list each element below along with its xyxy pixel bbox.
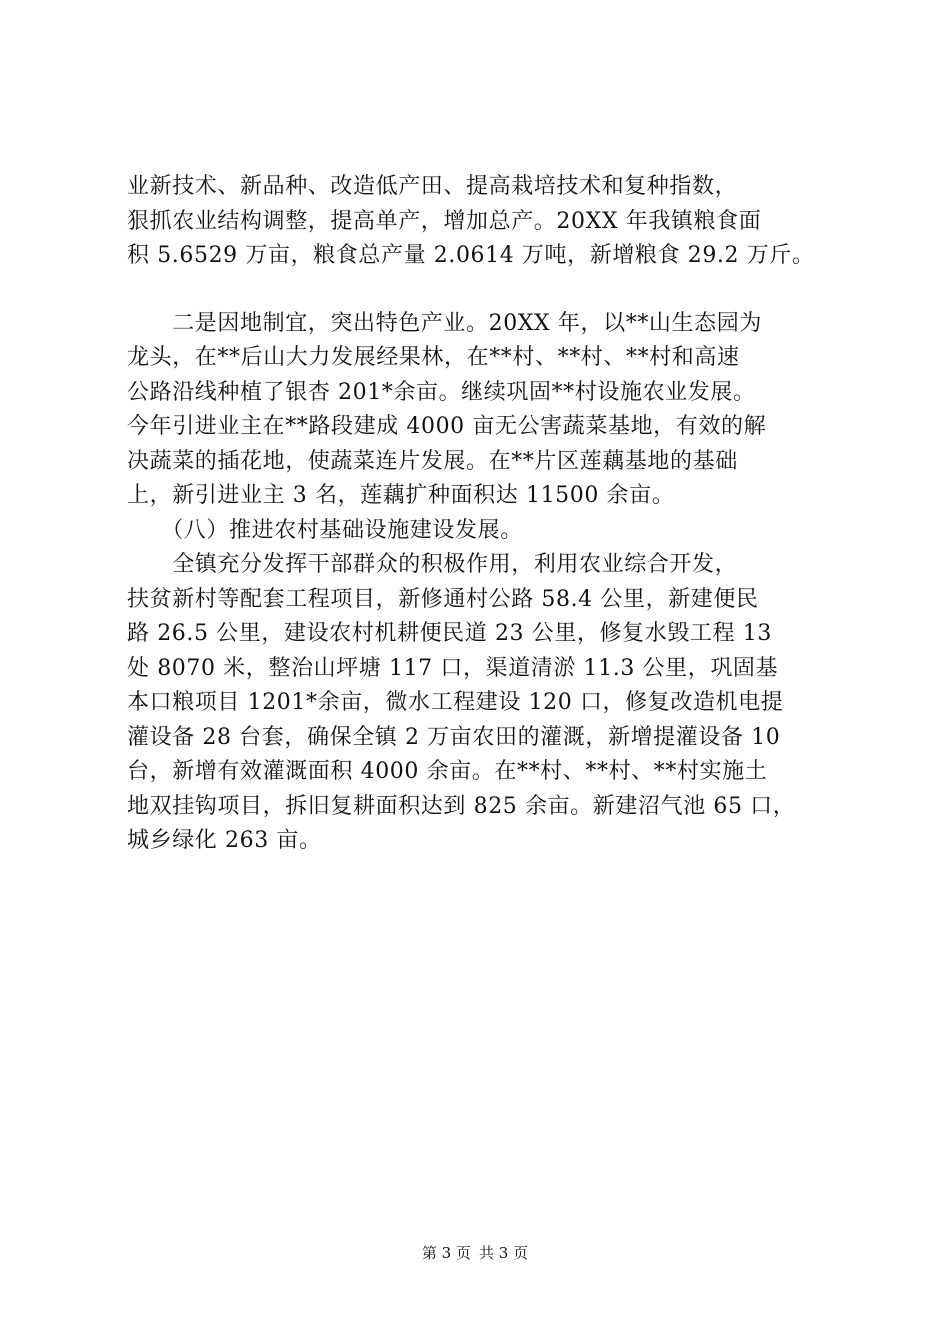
text-line: 决蔬菜的插花地，使蔬菜连片发展。在**片区莲藕基地的基础 (127, 448, 738, 474)
text-line: 地双挂钩项目，拆旧复耕面积达到 825 余亩。新建沼气池 65 口， (127, 793, 796, 819)
text-line: 处 8070 米，整治山坪塘 117 口，渠道清淤 11.3 公里，巩固基 (127, 655, 779, 681)
paragraph-specialty-industry (127, 307, 862, 514)
paragraph-spacer (127, 274, 862, 307)
page-footer (0, 1243, 950, 1263)
page-number: 第 3 页 (421, 1244, 471, 1262)
section-heading: （八）推进农村基础设施建设发展。 (127, 517, 523, 543)
text-line: 今年引进业主在**路段建成 4000 亩无公害蔬菜基地，有效的解 (127, 414, 767, 439)
text-line: 狠抓农业结构调整，提高单产，增加总产。20XX 年我镇粮食面 (127, 208, 762, 234)
text-line: 上，新引进业主 3 名，莲藕扩种面积达 11500 余亩。 (127, 483, 675, 508)
text-line: 公路沿线种植了银杏 201*余亩。继续巩固**村设施农业发展。 (127, 379, 756, 405)
page-total: 共 3 页 (479, 1244, 529, 1262)
text-line: 积 5.6529 万亩，粮食总产量 2.0614 万吨，新增粮食 29.2 万斤。 (127, 243, 815, 268)
document-body (127, 170, 862, 859)
text-line: 二是因地制宜，突出特色产业。20XX 年，以**山生态园为 (127, 310, 762, 336)
text-line: 全镇充分发挥干部群众的积极作用，利用农业综合开发， (127, 552, 738, 577)
text-line: 龙头，在**后山大力发展经果林，在**村、**村、**村和高速 (127, 345, 740, 370)
text-line: 灌设备 28 台套，确保全镇 2 万亩农田的灌溉，新增提灌设备 10 (127, 724, 781, 750)
text-line: 扶贫新村等配套工程项目，新修通村公路 58.4 公里，新建便民 (127, 586, 759, 612)
text-line: 本口粮项目 1201*余亩，微水工程建设 120 口，修复改造机电提 (127, 690, 784, 715)
paragraph-grain-output (127, 170, 862, 274)
text-line: 路 26.5 公里，建设农村机耕便民道 23 公里，修复水毁工程 13 (127, 621, 772, 646)
text-line: 业新技术、新品种、改造低产田、提高栽培技术和复种指数， (127, 174, 738, 199)
text-line: 台，新增有效灌溉面积 4000 余亩。在**村、**村、**村实施土 (127, 759, 768, 784)
paragraph-infrastructure (127, 548, 862, 859)
text-line: 城乡绿化 263 亩。 (127, 828, 322, 853)
